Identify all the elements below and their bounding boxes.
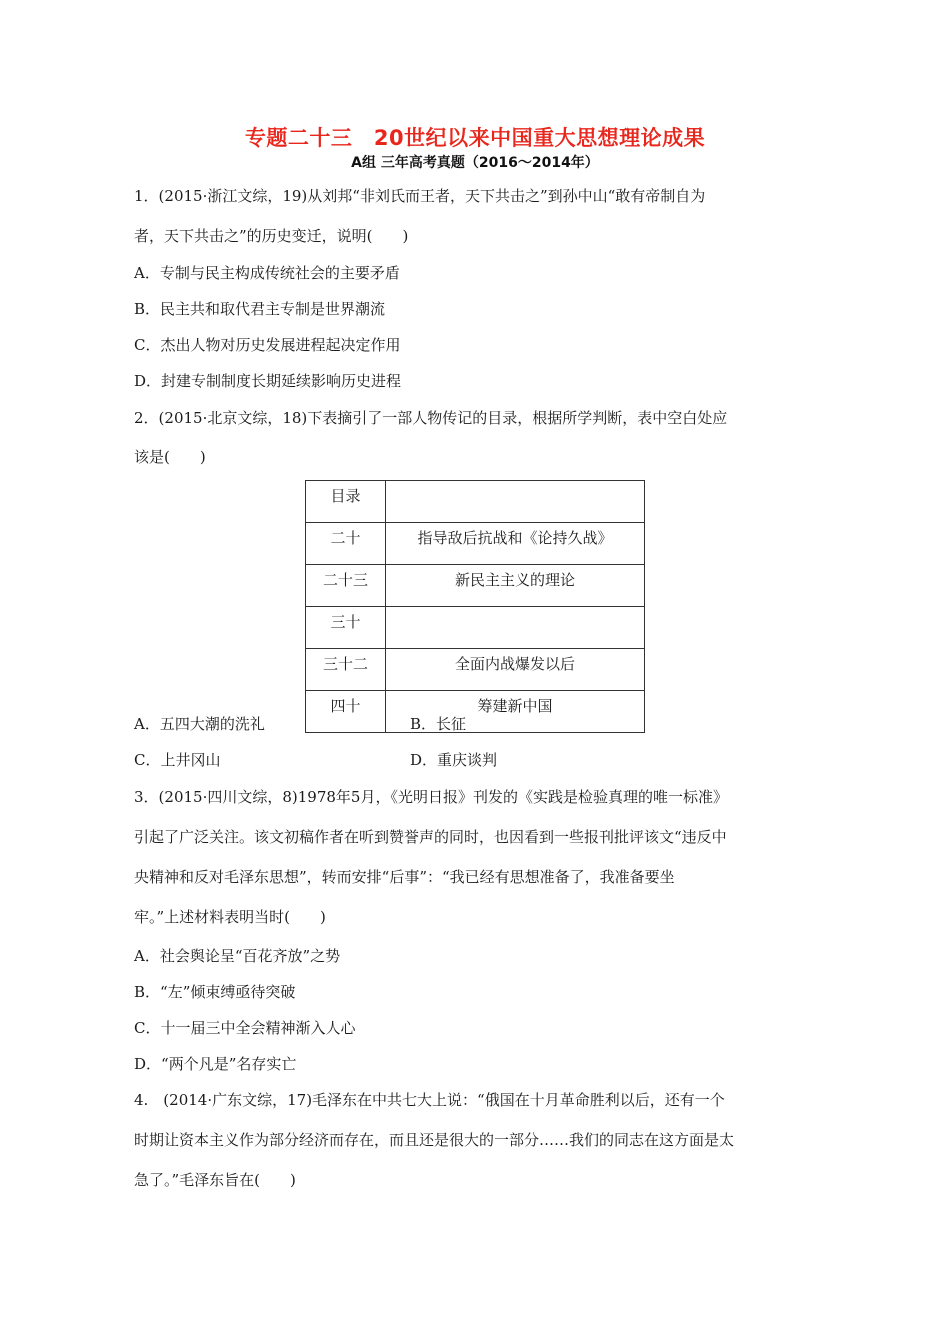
toc-chapter-title (386, 607, 645, 649)
toc-chapter-no: 三十 (306, 607, 386, 649)
q4-stem-line-2: 时期让资本主义作为部分经济而存在，而且还是很大的一部分……我们的同志在这方面是太 (134, 1131, 735, 1149)
toc-chapter-title: 全面内战爆发以后 (386, 649, 645, 691)
toc-chapter-title: 指导敌后抗战和《论持久战》 (386, 523, 645, 565)
page-title: 专题二十三 20世纪以来中国重大思想理论成果 (244, 126, 706, 150)
q1-stem-line-2: 者，天下共击之”的历史变迁，说明( ) (134, 227, 409, 245)
q3-option-c: C．十一届三中全会精神渐入人心 (134, 1019, 356, 1037)
q3-option-b: B．“左”倾束缚亟待突破 (134, 983, 296, 1001)
q1-option-d: D．封建专制制度长期延续影响历史进程 (134, 372, 402, 390)
q2-stem-line-2: 该是( ) (134, 448, 206, 466)
q4-stem-line-1: 4. (2014·广东文综，17)毛泽东在中共七大上说：“俄国在十月革命胜利以后，还有一个 (134, 1091, 725, 1109)
table-row (306, 565, 645, 607)
toc-chapter-no: 三十二 (306, 649, 386, 691)
toc-chapter-title (386, 481, 645, 523)
toc-chapter-no: 二十 (306, 523, 386, 565)
q2-option-b: B．长征 (410, 715, 467, 733)
q1-option-c: C．杰出人物对历史发展进程起决定作用 (134, 336, 401, 354)
q3-stem-line-3: 央精神和反对毛泽东思想”，转而安排“后事”：“我已经有思想准备了，我准备要坐 (134, 868, 675, 886)
q2-option-a: A．五四大潮的洗礼 (134, 715, 265, 733)
table-row (306, 607, 645, 649)
q3-stem-line-1: 3．(2015·四川文综，8)1978年5月，《光明日报》刊发的《实践是检验真理的唯一标准》 (134, 788, 728, 806)
q4-stem-line-3: 急了。”毛泽东旨在( ) (134, 1171, 296, 1189)
toc-chapter-no: 二十三 (306, 565, 386, 607)
table-row (306, 481, 645, 523)
table-row (306, 523, 645, 565)
section-subtitle: A组 三年高考真题（2016～2014年） (351, 155, 599, 171)
q2-option-d: D．重庆谈判 (410, 751, 498, 769)
table-row (306, 691, 645, 733)
toc-chapter-title: 筹建新中国 (386, 691, 645, 733)
q3-stem-line-2: 引起了广泛关注。该文初稿作者在听到赞誉声的同时，也因看到一些报刊批评该文“违反中 (134, 828, 727, 846)
q1-option-a: A．专制与民主构成传统社会的主要矛盾 (134, 264, 400, 282)
table-row (306, 649, 645, 691)
q1-stem-line-1: 1．(2015·浙江文综，19)从刘邦“非刘氏而王者，天下共击之”到孙中山“敢有帝制自为 (134, 187, 706, 205)
toc-chapter-no: 四十 (306, 691, 386, 733)
toc-chapter-title: 新民主主义的理论 (386, 565, 645, 607)
q1-option-b: B．民主共和取代君主专制是世界潮流 (134, 300, 386, 318)
q3-stem-line-4: 牢。”上述材料表明当时( ) (134, 908, 326, 926)
q3-option-a: A．社会舆论呈“百花齐放”之势 (134, 947, 341, 965)
toc-table (305, 480, 645, 733)
q2-stem-line-1: 2．(2015·北京文综，18)下表摘引了一部人物传记的目录，根据所学判断，表中空白处应 (134, 409, 728, 427)
q3-option-d: D．“两个凡是”名存实亡 (134, 1055, 297, 1073)
toc-chapter-no: 目录 (306, 481, 386, 523)
q2-option-c: C．上井冈山 (134, 751, 221, 769)
